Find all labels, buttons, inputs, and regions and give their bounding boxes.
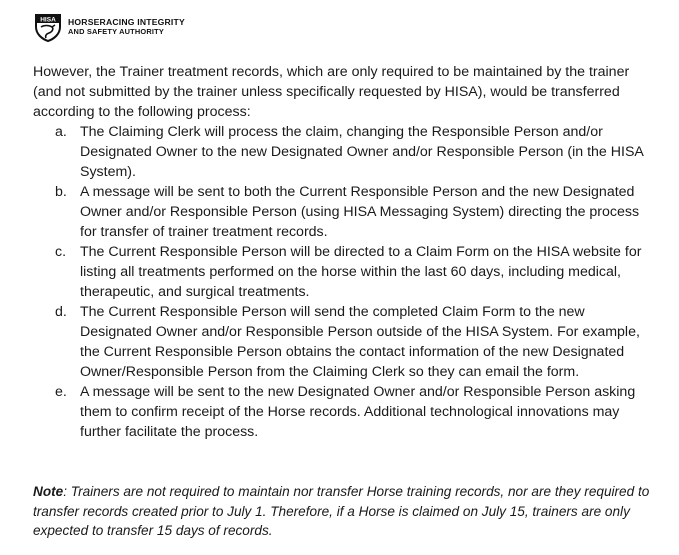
note-text: : Trainers are not required to maintain nor transfer Horse training records, nor are they required to transfer records created prior to July 1. Therefore, if a Horse is claimed on July 15, trainers are only expected to transfer 15 days of records. [33,484,650,538]
note-label: Note [33,484,64,499]
list-item-text: A message will be sent to the new Designated Owner and/or Responsible Person asking them to confirm receipt of the Horse records. Additional technological innovations may further facilitate the process. [80,384,636,440]
logo-badge-text: HISA [40,16,56,24]
intro-paragraph: However, the Trainer treatment records, which are only required to be maintained by the trainer (and not submitted by the trainer unless specifically requested by HISA), would be transferred according to the following process: [33,64,630,120]
list-marker: c. [55,244,67,260]
list-item [33,182,655,242]
list-item [33,242,655,302]
list-item [33,382,655,442]
list-item-text: The Current Responsible Person will be directed to a Claim Form on the HISA website for listing all treatments performed on the horse within the last 60 days, including medical, therapeutic, and surgical treatments. [80,244,642,300]
list-item-text: A message will be sent to both the Current Responsible Person and the new Designated Owner and/or Responsible Person (using HISA Messaging System) directing the process for transfer of trainer treatment records. [80,184,640,240]
list-item-text: The Claiming Clerk will process the claim, changing the Responsible Person and/or Designated Owner to the new Designated Owner and/or Responsible Person (in the HISA System). [80,124,644,180]
list-item [33,122,655,182]
list-item-text: The Current Responsible Person will send the completed Claim Form to the new Designated Owner and/or Responsible Person outside of the HISA System. For example, the Current Responsible Person obtains the contact information of the new Designated Owner/Responsible Person from the Claiming Clerk so they can email the form. [80,304,640,380]
process-steps-list [33,122,655,442]
page-header [33,12,185,42]
hisa-shield-icon [33,12,63,42]
list-marker: b. [55,184,67,200]
list-marker: a. [55,124,67,140]
document-body [33,62,655,442]
list-marker: e. [55,384,67,400]
note-paragraph [33,482,663,541]
org-name [68,17,185,37]
org-name-line1: HORSERACING INTEGRITY [68,17,185,27]
org-name-line2: AND SAFETY AUTHORITY [68,27,164,36]
list-marker: d. [55,304,67,320]
list-item [33,302,655,382]
